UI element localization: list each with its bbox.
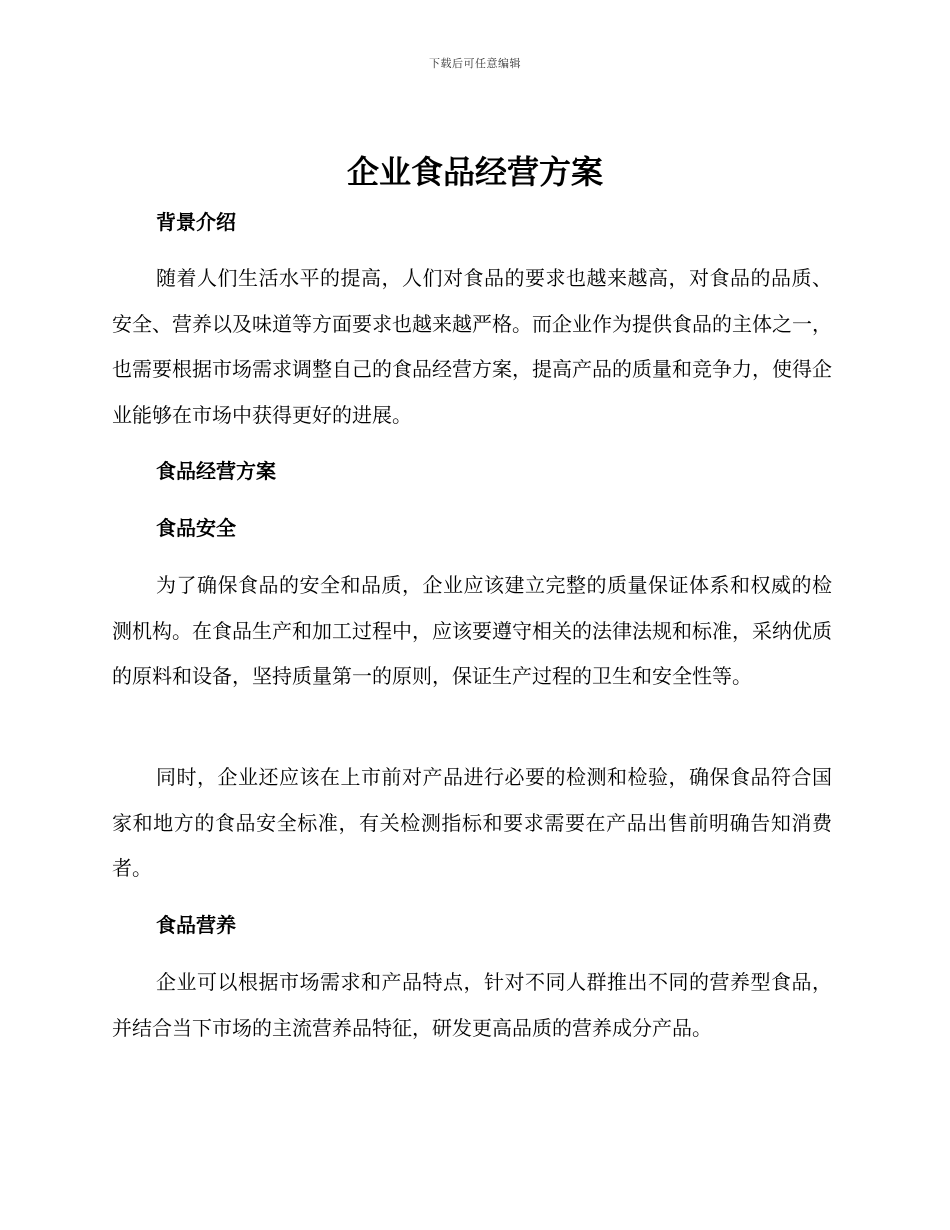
safety-paragraph-2: 同时，企业还应该在上市前对产品进行必要的检测和检验，确保食品符合国家和地方的食品安全标准，有关检测指标和要求需要在产品出售前明确告知消费者。 bbox=[112, 765, 832, 880]
section-heading-background: 背景介绍 bbox=[156, 210, 236, 234]
safety-heading-block bbox=[112, 514, 832, 542]
plan-heading-block bbox=[112, 457, 832, 485]
section-heading-safety: 食品安全 bbox=[156, 516, 236, 540]
safety-paragraph-2-block bbox=[112, 755, 832, 892]
background-paragraph-block bbox=[112, 256, 832, 438]
nutrition-paragraph-block bbox=[112, 960, 832, 1051]
background-paragraph: 随着人们生活水平的提高，人们对食品的要求也越来越高，对食品的品质、安全、营养以及味道等方面要求也越来越严格。而企业作为提供食品的主体之一，也需要根据市场需求调整自己的食品经营方案，提高产品的质量和竞争力，使得企业能够在市场中获得更好的进展。 bbox=[112, 266, 832, 427]
document-title: 企业食品经营方案 bbox=[346, 153, 603, 191]
safety-paragraph-1: 为了确保食品的安全和品质，企业应该建立完整的质量保证体系和权威的检测机构。在食品生产和加工过程中，应该要遵守相关的法律法规和标准，采纳优质的原料和设备，坚持质量第一的原则，保证生产过程的卫生和安全性等。 bbox=[112, 573, 832, 688]
header-note: 下载后可任意编辑 bbox=[429, 57, 521, 70]
nutrition-paragraph: 企业可以根据市场需求和产品特点，针对不同人群推出不同的营养型食品，并结合当下市场的主流营养品特征，研发更高品质的营养成分产品。 bbox=[112, 970, 832, 1040]
safety-paragraph-1-block bbox=[112, 563, 832, 700]
section-heading-nutrition: 食品营养 bbox=[156, 913, 236, 937]
section-heading-plan: 食品经营方案 bbox=[156, 459, 276, 483]
nutrition-heading-block bbox=[112, 911, 832, 939]
background-heading-block bbox=[112, 208, 832, 236]
